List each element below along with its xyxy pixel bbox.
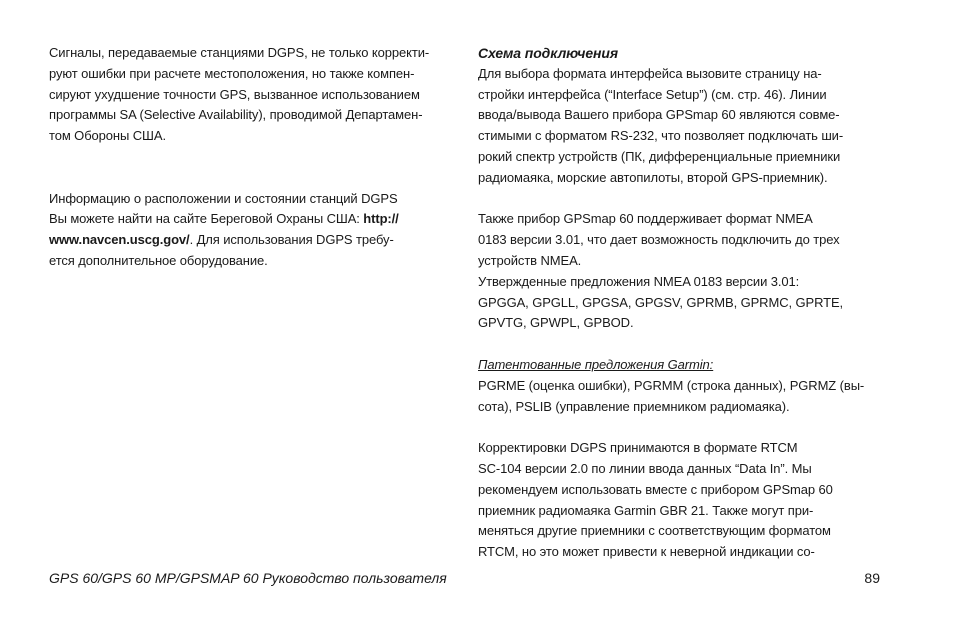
garmin-sentences-paragraph bbox=[478, 376, 888, 418]
text-line: сируют ухудшение точности GPS, вызванное использованием bbox=[49, 86, 420, 102]
text-line: рокий спектр устройств (ПК, дифференциальные приемники bbox=[478, 148, 841, 164]
right-column bbox=[478, 43, 888, 563]
text-line: рекомендуем использовать вместе с прибором GPSmap 60 bbox=[478, 481, 833, 497]
text-line: Корректировки DGPS принимаются в формате RTCM bbox=[478, 440, 798, 456]
text-line: Сигналы, передаваемые станциями DGPS, не только корректи- bbox=[49, 45, 430, 60]
text-line bbox=[49, 230, 454, 251]
text-line: том Обороны США. bbox=[49, 128, 166, 144]
page-number: 89 bbox=[864, 570, 880, 586]
dgps-corrections-paragraph bbox=[478, 438, 888, 563]
text-line: сота), PSLIB (управление приемником радиомаяка). bbox=[478, 398, 790, 414]
text-line: GPVTG, GPWPL, GPBOD. bbox=[478, 315, 634, 331]
text-line: устройств NMEA. bbox=[478, 252, 582, 268]
dgps-signals-paragraph bbox=[49, 43, 454, 147]
text-line bbox=[49, 209, 454, 230]
text-line: ется дополнительное оборудование. bbox=[49, 252, 268, 268]
website-link[interactable]: www.navcen.uscg.gov/ bbox=[49, 232, 190, 248]
text-line: Также прибор GPSmap 60 поддерживает формат NMEA bbox=[478, 211, 813, 227]
text-line: Для выбора формата интерфейса вызовите страницу на- bbox=[478, 65, 822, 81]
text-line: GPGGA, GPGLL, GPGSA, GPGSV, GPRMB, GPRMC, GPRTE, bbox=[478, 294, 844, 310]
text-fragment: . Для использования DGPS требу- bbox=[189, 232, 394, 248]
text-line: Утвержденные предложения NMEA 0183 версии 3.01: bbox=[478, 273, 800, 289]
footer-manual-title: GPS 60/GPS 60 MP/GPSMAP 60 Руководство пользователя bbox=[49, 570, 447, 586]
text-line: меняться другие приемники с соответствующим форматом bbox=[478, 523, 831, 539]
text-line: Информацию о расположении и состоянии станций DGPS bbox=[49, 190, 398, 206]
text-line: стимыми с форматом RS-232, что позволяет подключать ши- bbox=[478, 128, 844, 144]
text-line: ввода/вывода Вашего прибора GPSmap 60 являются совме- bbox=[478, 107, 840, 123]
website-link-part[interactable]: http:// bbox=[363, 211, 399, 227]
text-fragment: Вы можете найти на сайте Береговой Охраны США: bbox=[49, 211, 364, 227]
text-line: радиомаяка, морские автопилоты, второй GPS-приемник). bbox=[478, 169, 828, 185]
text-line: приемник радиомаяка Garmin GBR 21. Также могут при- bbox=[478, 502, 814, 518]
dgps-info-paragraph bbox=[49, 189, 454, 272]
nmea-paragraph bbox=[478, 209, 888, 334]
text-line: 0183 версии 3.01, что дает возможность подключить до трех bbox=[478, 232, 840, 248]
section-heading: Схема подключения bbox=[478, 45, 619, 61]
text-line: руют ошибки при расчете местоположения, но также компен- bbox=[49, 65, 415, 81]
text-line: стройки интерфейса (“Interface Setup”) (см. стр. 46). Линии bbox=[478, 86, 827, 102]
text-line: RTCM, но это может привести к неверной индикации со- bbox=[478, 544, 815, 560]
text-line: программы SA (Selective Availability), проводимой Департамен- bbox=[49, 107, 423, 123]
left-column bbox=[49, 43, 454, 272]
text-line: SC-104 версии 2.0 по линии ввода данных “Data In”. Мы bbox=[478, 460, 812, 476]
interface-paragraph bbox=[478, 64, 888, 189]
subsection-heading: Патентованные предложения Garmin: bbox=[478, 356, 714, 372]
text-line: PGRME (оценка ошибки), PGRMM (строка данных), PGRMZ (вы- bbox=[478, 377, 865, 393]
